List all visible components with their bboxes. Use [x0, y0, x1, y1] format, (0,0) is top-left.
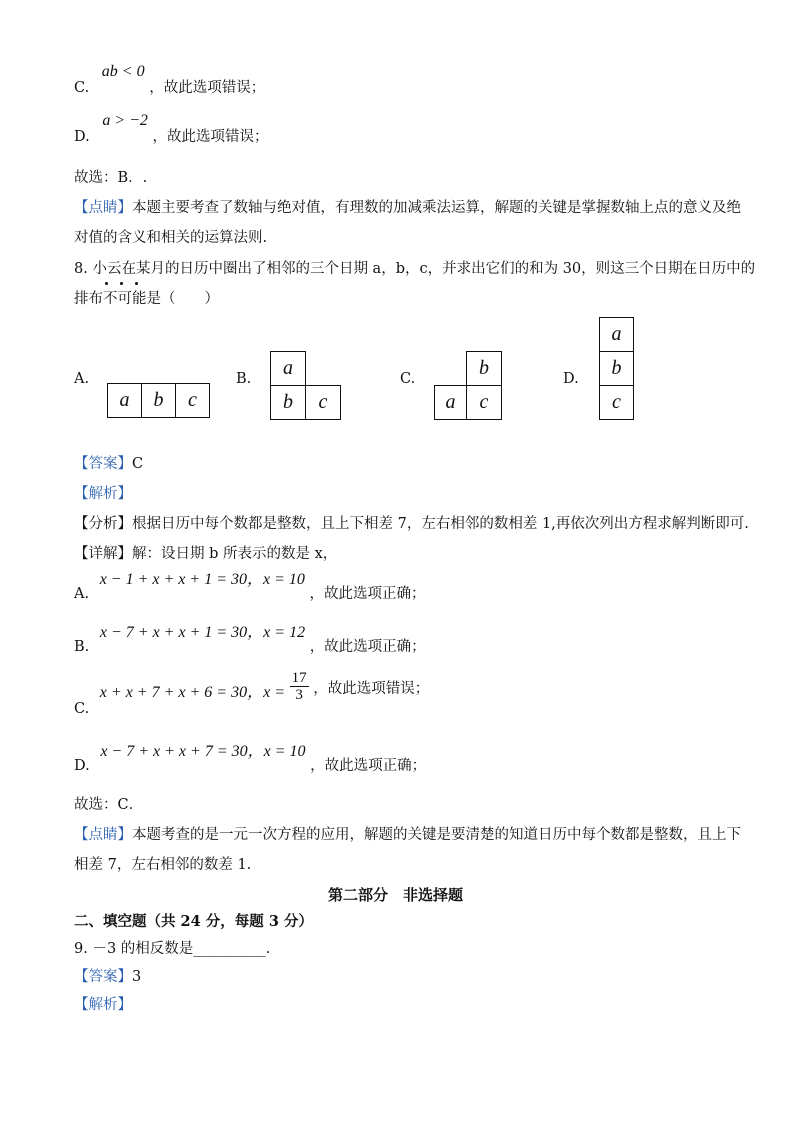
- option-text: ，故此选项正确；: [309, 639, 426, 655]
- comment-line2: 相差 7，左右相邻的数差 1.: [74, 857, 252, 873]
- comment-line1: [74, 823, 741, 844]
- comment-prev-line1: [74, 196, 741, 217]
- option-text: ，故此选项错误；: [313, 680, 430, 697]
- option-text: ，故此选项正确；: [310, 758, 427, 774]
- cell-a: a: [270, 351, 306, 386]
- emphasis-dot: [105, 282, 108, 285]
- detail-tag: 【详解】: [74, 546, 132, 562]
- select-line: 故选：C．: [74, 797, 144, 813]
- formula: x + x + 7 + x + 6 = 30，x =: [99, 683, 285, 701]
- comment-tag: 【点睛】: [74, 200, 132, 216]
- cell-b: b: [599, 351, 634, 386]
- section-heading: 二、填空题（共 24 分，每题 3 分）: [74, 913, 313, 930]
- option-b-label: B.: [236, 371, 252, 387]
- fraction-denominator: 3: [295, 687, 303, 703]
- cell-a: a: [107, 383, 142, 418]
- question-8-stem-line2: 排布不可能是（ ）: [74, 291, 219, 307]
- emphasis-dot: [120, 282, 123, 285]
- formula: a > −2: [102, 112, 148, 129]
- detail-text: 解：设日期 b 所表示的数是 x，: [132, 546, 338, 562]
- option-c-line: [74, 63, 266, 96]
- formula: x − 1 + x + x + 1 = 30，x = 10: [99, 571, 305, 588]
- analysis-tag: 【解析】: [74, 486, 132, 502]
- option-label: D.: [74, 129, 90, 145]
- fraction: [290, 670, 309, 703]
- detail-line: [74, 542, 337, 563]
- formula: ab < 0: [101, 63, 145, 80]
- cell-c: c: [175, 383, 210, 418]
- option-d-label: D.: [563, 371, 579, 387]
- option-d-line: [74, 112, 269, 145]
- emphasis-dot: [135, 282, 138, 285]
- option-a-label: A.: [74, 371, 90, 387]
- solution-c: [74, 670, 430, 717]
- solution-b: [74, 621, 426, 655]
- question-8-stem-line1: 8. 小云在某月的日历中圈出了相邻的三个日期 a，b，c，并求出它们的和为 30，则这三个日期在日历中的: [74, 261, 756, 277]
- answer-tag: 【答案】: [74, 456, 132, 472]
- answer-value: C: [132, 456, 144, 472]
- cell-b: b: [270, 385, 306, 420]
- answer-line: [74, 452, 143, 473]
- fraction-numerator: 17: [291, 670, 307, 686]
- cell-a: a: [434, 385, 467, 420]
- option-label: B.: [74, 639, 90, 655]
- option-text: ，故此选项正确；: [309, 586, 426, 602]
- answer-tag: 【答案】: [74, 969, 132, 985]
- answer-line: [74, 965, 141, 986]
- option-label: D.: [74, 758, 90, 774]
- option-label: C.: [74, 700, 90, 717]
- fenxi-line: [74, 512, 749, 533]
- comment-prev-line2: 对值的含义和相关的运算法则.: [74, 230, 268, 246]
- cell-b: b: [466, 351, 502, 386]
- answer-value: 3: [132, 969, 142, 985]
- option-text: ，故此选项错误；: [149, 80, 266, 96]
- formula: x − 7 + x + x + 7 = 30，x = 10: [100, 743, 306, 760]
- fenxi-text: 根据日历中每个数都是整数，且上下相差 7，左右相邻的数相差 1,再依次列出方程求解判断即可.: [132, 516, 749, 532]
- option-c-label: C.: [400, 371, 416, 387]
- option-text: ，故此选项错误；: [152, 129, 269, 145]
- fenxi-tag: 【分析】: [74, 516, 132, 532]
- cell-c: c: [305, 385, 341, 420]
- select-prev: 故选：B．.: [74, 170, 148, 186]
- solution-d: [74, 740, 427, 774]
- part-heading: 第二部分 非选择题: [328, 886, 464, 904]
- cell-c: c: [599, 385, 634, 420]
- comment-text: 本题考查的是一元一次方程的应用，解题的关键是要清楚的知道日历中每个数都是整数，且上下: [132, 827, 741, 843]
- option-label: C.: [74, 80, 90, 96]
- formula: x − 7 + x + x + 1 = 30，x = 12: [99, 624, 306, 641]
- question-9-stem: 9. －3 的相反数是__________.: [74, 941, 271, 957]
- cell-b: b: [141, 383, 176, 418]
- comment-tag: 【点睛】: [74, 827, 132, 843]
- analysis-tag: 【解析】: [74, 997, 132, 1013]
- option-label: A.: [74, 586, 90, 602]
- cell-a: a: [599, 317, 634, 352]
- comment-text: 本题主要考查了数轴与绝对值，有理数的加减乘法运算，解题的关键是掌握数轴上点的意义及绝: [132, 200, 741, 216]
- cell-c: c: [466, 385, 502, 420]
- solution-a: [74, 568, 426, 602]
